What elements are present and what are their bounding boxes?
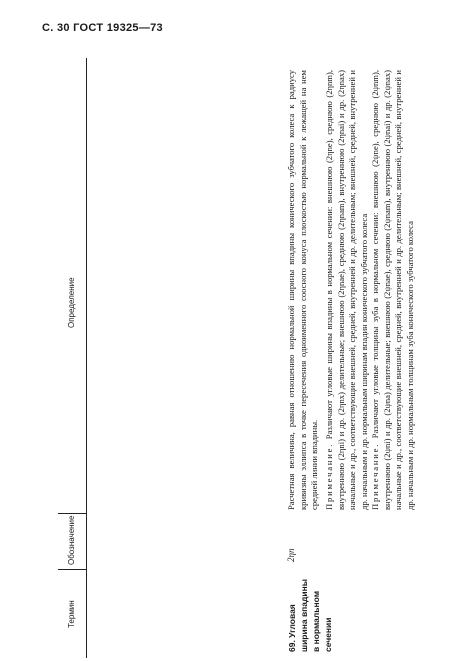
term-69: 69. Угловая ширина впадины в нормальном сечении: [287, 578, 333, 652]
note-label: Примечание.: [370, 442, 380, 510]
symbol-69: 2ηn: [286, 548, 296, 562]
note-previous-entry: [370, 70, 416, 510]
note-text: Различают угловые ширины впадины в нормальном сечении: внешнюю (2ηne), среднюю (2ηnm), внутреннюю (2ηni) и др. (2ηnx) делительные; внешнюю (2ηnae), среднюю (2ηnam), внутреннюю (2ηnai) и др. (2ηnax) начальные и др., соответствующие внешней, средней, внутренней и др. делительным; внешней, средней, внутренней и др. начальным и др. нормальным ширинам впадин конического зубчатого колеса: [324, 70, 369, 510]
column-header-term: Термин: [67, 600, 76, 628]
note-69: [324, 70, 370, 510]
rotated-table: [58, 58, 453, 658]
note-text: Различают угловые толщины зуба в нормальном сечении: внешнюю (2ψne), среднюю (2ψnm), внутреннюю (2ψni) и др. (2ψna) делительные; внешнюю (2ψnae), среднюю (2ψnam), внутреннюю (2ψnai) и др. (2ψnax) начальные и др., соответствующие внешней, средней, внутренней и др. делительным; внешней, средней, внутренней и др. начальным и др. нормальным толщинам зуба конического зубчатого колеса: [370, 70, 415, 510]
table-header: [58, 58, 87, 658]
definition-69: Расчетная величина, равная отношению нормальной ширины впадины конического зубчатого колеса к радиусу кривизны эллипса в точке пересечения одноименного соосного конуса плоскостью нормальной к лежащей на нем средней линии впадины.: [286, 70, 320, 510]
page-header: С. 30 ГОСТ 19325—73: [42, 22, 163, 34]
note-label: Примечание.: [324, 442, 334, 510]
column-header-symbol: Обозначение: [67, 515, 76, 565]
column-header-definition: Определение: [67, 277, 76, 328]
